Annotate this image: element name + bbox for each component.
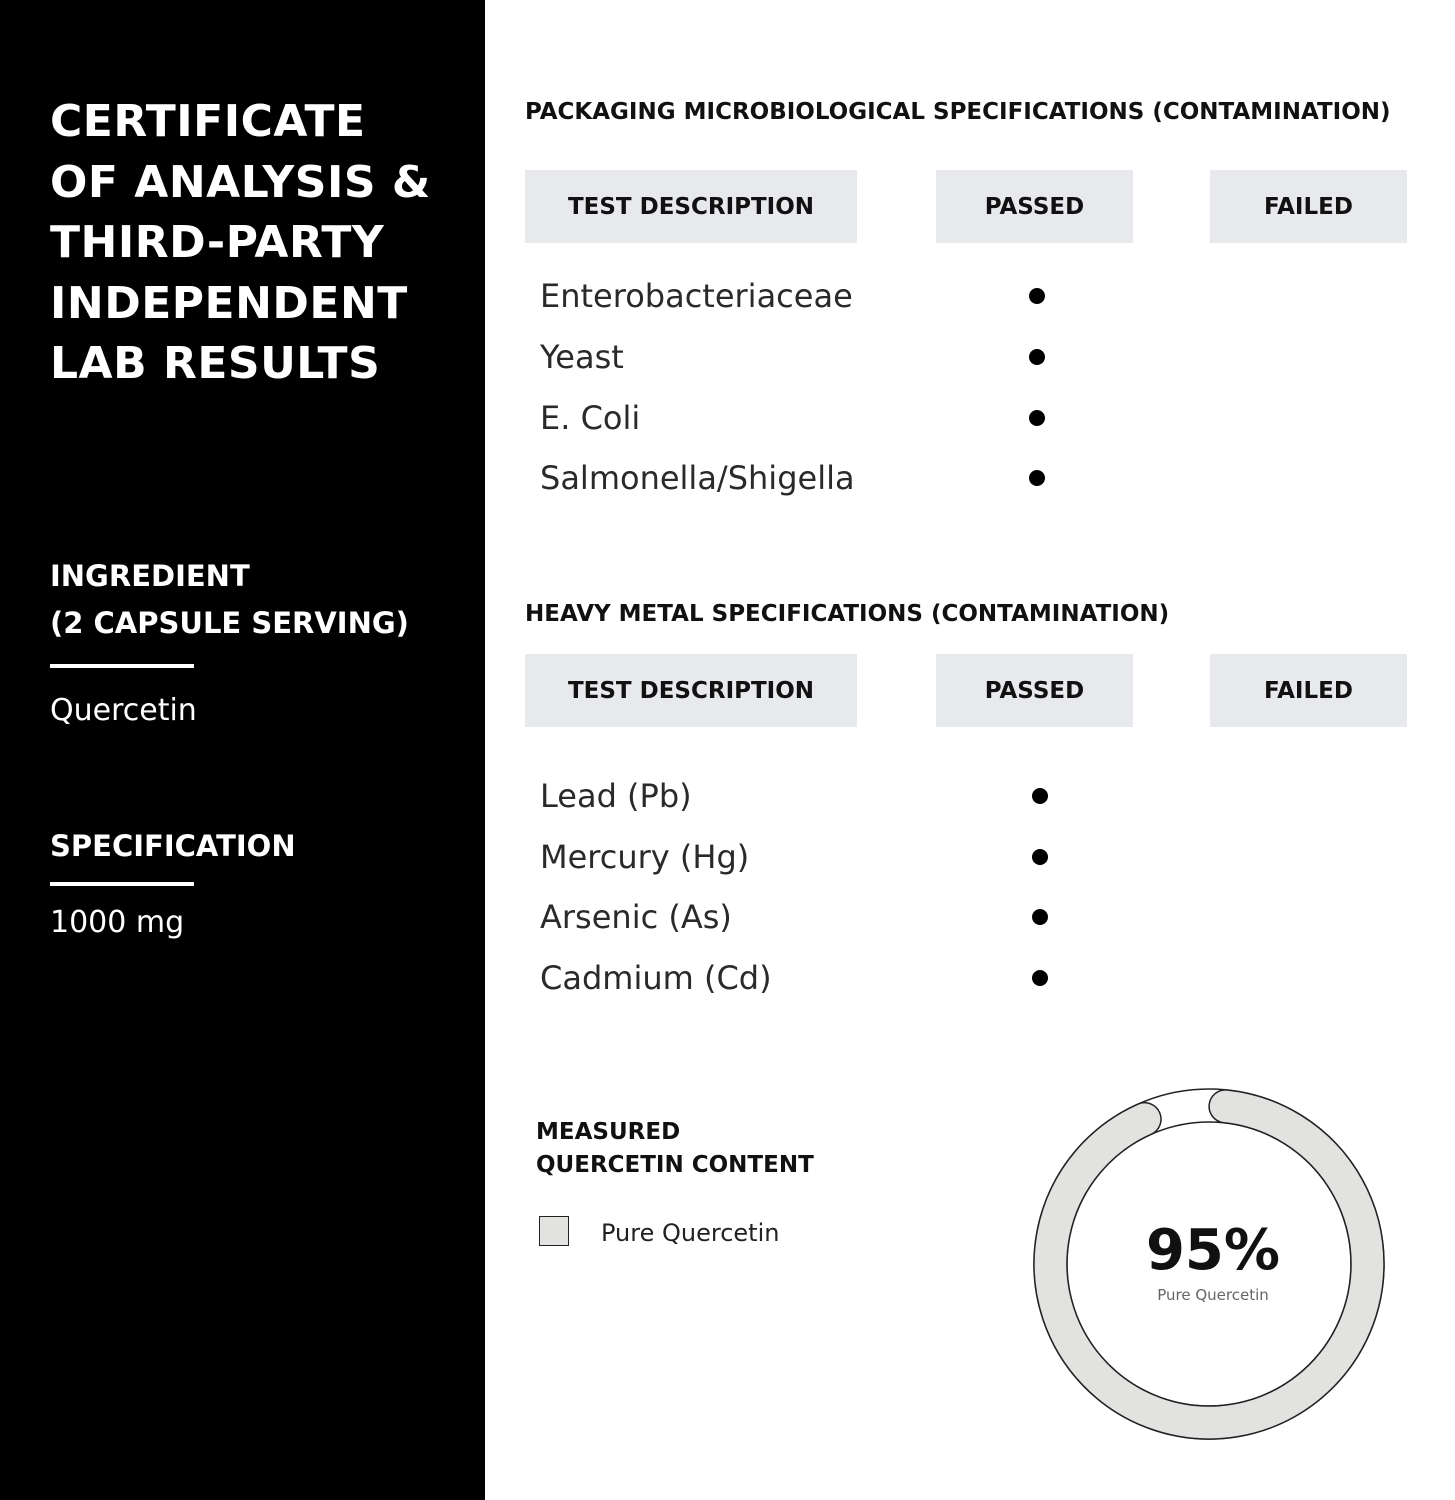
test-description: Salmonella/Shigella bbox=[540, 459, 855, 497]
test-description: Cadmium (Cd) bbox=[540, 959, 772, 997]
legend-label: Pure Quercetin bbox=[601, 1219, 780, 1247]
donut-sublabel: Pure Quercetin bbox=[1157, 1286, 1269, 1304]
metal-row bbox=[0, 768, 1455, 829]
passed-dot bbox=[1029, 410, 1045, 426]
title-line: THIRD-PARTY bbox=[50, 217, 385, 268]
title-line: LAB RESULTS bbox=[50, 338, 381, 389]
specification-value: 1000 mg bbox=[50, 905, 185, 940]
title-line: INDEPENDENT bbox=[50, 277, 408, 329]
test-description: E. Coli bbox=[540, 399, 641, 437]
test-description: Enterobacteriaceae bbox=[540, 277, 853, 315]
ingredient-divider bbox=[50, 664, 194, 668]
micro-header-description: TEST DESCRIPTION bbox=[525, 170, 857, 243]
test-description: Lead (Pb) bbox=[540, 777, 692, 815]
ingredient-heading-serving: (2 CAPSULE SERVING) bbox=[50, 606, 409, 640]
micro-row bbox=[0, 450, 1455, 511]
measured-title-line: QUERCETIN CONTENT bbox=[536, 1152, 814, 1178]
sidebar bbox=[0, 0, 485, 1500]
test-description: Yeast bbox=[540, 338, 624, 376]
donut-percent-label: 95% bbox=[1145, 1218, 1281, 1283]
microbiological-section-title: PACKAGING MICROBIOLOGICAL SPECIFICATIONS (CONTAMINATION) bbox=[525, 99, 1391, 125]
ingredient-value: Quercetin bbox=[50, 693, 197, 728]
test-description: Mercury (Hg) bbox=[540, 838, 750, 876]
measured-content-title bbox=[536, 1116, 814, 1182]
passed-dot bbox=[1029, 288, 1045, 304]
specification-heading: SPECIFICATION bbox=[50, 829, 296, 863]
measured-title-line: MEASURED bbox=[536, 1119, 681, 1145]
metal-header-description: TEST DESCRIPTION bbox=[525, 654, 857, 727]
heavy-metal-section-title: HEAVY METAL SPECIFICATIONS (CONTAMINATION) bbox=[525, 601, 1170, 627]
passed-dot bbox=[1029, 470, 1045, 486]
metal-row bbox=[0, 889, 1455, 950]
passed-dot bbox=[1032, 909, 1048, 925]
legend-swatch bbox=[539, 1216, 569, 1246]
metal-header-failed: FAILED bbox=[1210, 654, 1407, 727]
test-description: Arsenic (As) bbox=[540, 898, 732, 936]
passed-dot bbox=[1032, 970, 1048, 986]
metal-row bbox=[0, 829, 1455, 890]
passed-dot bbox=[1032, 788, 1048, 804]
micro-header-failed: FAILED bbox=[1210, 170, 1407, 243]
micro-row bbox=[0, 329, 1455, 390]
passed-dot bbox=[1032, 849, 1048, 865]
micro-row bbox=[0, 268, 1455, 329]
micro-header-passed: PASSED bbox=[936, 170, 1133, 243]
title-line: OF ANALYSIS & bbox=[50, 156, 431, 208]
title-line: CERTIFICATE bbox=[50, 96, 366, 147]
metal-header-passed: PASSED bbox=[936, 654, 1133, 727]
ingredient-heading: INGREDIENT bbox=[50, 559, 250, 593]
passed-dot bbox=[1029, 349, 1045, 365]
metal-row bbox=[0, 950, 1455, 1011]
micro-row bbox=[0, 390, 1455, 451]
